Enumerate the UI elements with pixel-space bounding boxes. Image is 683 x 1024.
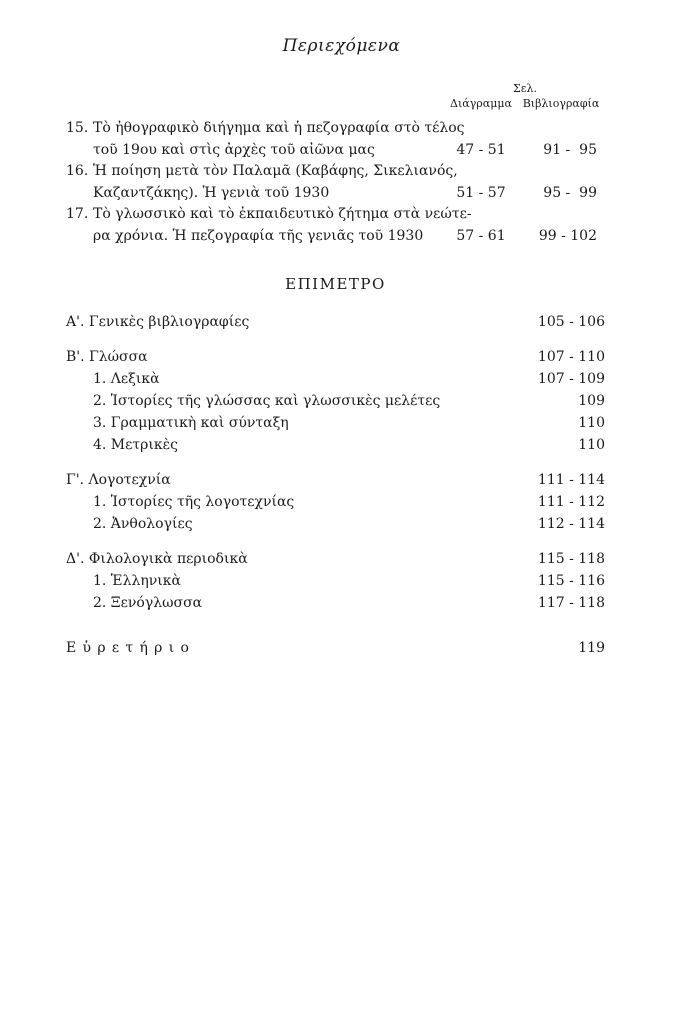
subsection-label: 3. Γραμματικὴ καὶ σύνταξη (93, 415, 289, 431)
subsection-pages: 115 - 116 (537, 573, 605, 589)
subsection-label: 1. Λεξικὰ (93, 371, 160, 387)
subsection-pages: 111 - 112 (537, 494, 605, 510)
chapter-title-line: Τὸ ἠθογραφικὸ διήγημα καὶ ἡ πεζογραφία στὸ τέλος (93, 120, 465, 136)
section-row (66, 311, 605, 333)
section-pages: 111 - 114 (537, 472, 605, 488)
section-label: Γ'. Λογοτεχνία (66, 472, 171, 488)
chapter-title-line: Ἡ ποίηση μετὰ τὸν Παλαμᾶ (Καβάφης, Σικελιανός, (93, 163, 458, 179)
chapter-diagram-pages: 51 - 57 (456, 184, 506, 201)
chapter-pages (445, 183, 605, 205)
chapter-diagram-pages: 47 - 51 (456, 141, 506, 158)
column-labels-row (445, 97, 605, 111)
chapter-pages (445, 226, 605, 248)
chapter-row (66, 204, 605, 247)
subsection-row (66, 390, 605, 412)
subsection-row (66, 368, 605, 390)
section-pages: 107 - 110 (537, 349, 605, 365)
table-header (445, 82, 605, 111)
subsection-row (66, 513, 605, 535)
subsection-label: 2. Ἀνθολογίες (93, 516, 193, 532)
page-column-header: Σελ. (513, 82, 537, 95)
section-block (66, 346, 605, 456)
epimetro-heading: ΕΠΙΜΕΤΡΟ (285, 275, 386, 293)
chapter-number: 15. (66, 120, 89, 136)
chapter-biblio-pages: 91 - 95 (543, 141, 597, 158)
index-row (66, 640, 605, 656)
section-pages: 115 - 118 (537, 551, 605, 567)
subsection-row (66, 412, 605, 434)
subsection-row (66, 434, 605, 456)
subsection-pages: 109 (578, 393, 605, 409)
chapter-diagram-pages: 57 - 61 (456, 227, 506, 244)
section-label: Δ'. Φιλολογικὰ περιοδικὰ (66, 551, 248, 567)
chapter-list (66, 118, 605, 247)
subsection-pages: 110 (578, 437, 605, 453)
page-content (0, 82, 683, 656)
chapter-number: 16. (66, 163, 89, 179)
subsection-pages: 117 - 118 (537, 595, 605, 611)
chapter-row (66, 118, 605, 161)
chapter-title (93, 118, 465, 161)
section-label: Β'. Γλώσσα (66, 349, 148, 365)
subsection-row (66, 592, 605, 614)
subsection-label: 1. Ἑλληνικὰ (93, 573, 181, 589)
section-row (66, 548, 605, 570)
index-page-number: 119 (578, 640, 605, 656)
page-title: Περιεχόμενα (282, 36, 401, 56)
section-label: Α'. Γενικὲς βιβλιογραφίες (66, 314, 250, 330)
section-pages: 105 - 106 (537, 314, 605, 330)
chapter-title-line: τοῦ 19ου καὶ στὶς ἀρχὲς τοῦ αἰῶνα μας (93, 141, 375, 158)
chapter-pages (445, 140, 605, 162)
subsection-label: 2. Ξενόγλωσσα (93, 595, 203, 611)
chapter-title (93, 161, 458, 204)
chapter-biblio-pages: 99 - 102 (538, 227, 597, 244)
section-block (66, 548, 605, 614)
chapter-biblio-pages: 95 - 99 (543, 184, 597, 201)
biblio-column-header: Βιβλιογραφία (522, 97, 600, 110)
index-label: Εὑρετήριο (66, 640, 196, 656)
chapter-row (66, 161, 605, 204)
subsection-row (66, 570, 605, 592)
chapter-title-line: ρα χρόνια. Ἡ πεζογραφία τῆς γενιᾶς τοῦ 1930 (93, 227, 424, 244)
subsection-pages: 107 - 109 (537, 371, 605, 387)
appendix-sections (66, 311, 605, 614)
section-block (66, 311, 605, 333)
chapter-title-line: Τὸ γλωσσικὸ καὶ τὸ ἐκπαιδευτικὸ ζήτημα στὰ νεώτε- (93, 206, 472, 222)
subsection-row (66, 491, 605, 513)
section-row (66, 469, 605, 491)
subsection-label: 1. Ἱστορίες τῆς λογοτεχνίας (93, 494, 295, 510)
subsection-pages: 110 (578, 415, 605, 431)
chapter-title-line: Καζαντζάκης). Ἡ γενιὰ τοῦ 1930 (93, 184, 330, 201)
chapter-title (93, 204, 472, 247)
section-row (66, 346, 605, 368)
section-block (66, 469, 605, 535)
chapter-number: 17. (66, 206, 89, 222)
subsection-label: 4. Μετρικὲς (93, 437, 178, 453)
subsection-pages: 112 - 114 (537, 516, 605, 532)
subsection-label: 2. Ἱστορίες τῆς γλώσσας καὶ γλωσσικὲς μελέτες (93, 393, 441, 409)
diagram-column-header: Διάγραμμα (450, 97, 512, 110)
